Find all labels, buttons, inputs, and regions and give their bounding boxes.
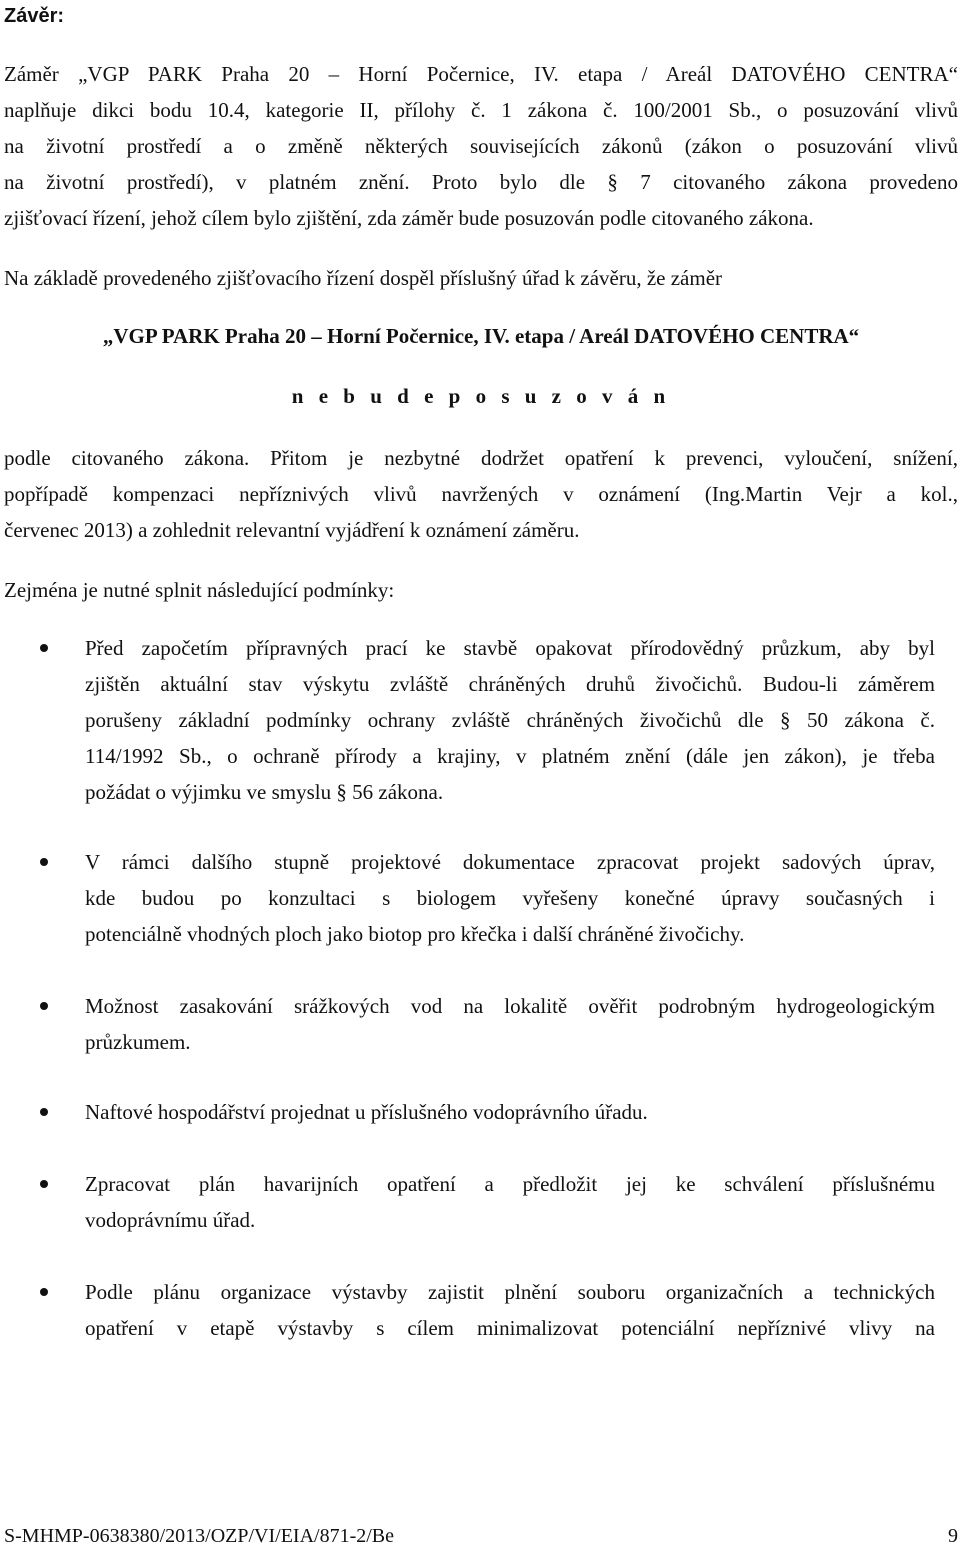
list-item-text bbox=[85, 1094, 935, 1130]
text-line: Podle plánu organizace výstavby zajistit plnění souboru organizačních a technických bbox=[85, 1280, 935, 1304]
text-line: zjištěn aktuální stav výskytu zvláště chráněných druhů živočichů. Budou-li záměrem bbox=[85, 672, 935, 696]
list-item-text bbox=[85, 1166, 935, 1238]
intro-paragraph bbox=[4, 56, 958, 236]
page-footer bbox=[4, 1524, 958, 1548]
text-line: průzkumem. bbox=[85, 1030, 191, 1054]
text-line: vodoprávnímu úřad. bbox=[85, 1208, 256, 1232]
document-page bbox=[4, 0, 960, 1551]
conclusion-lead bbox=[4, 260, 958, 296]
text-line: červenec 2013) a zohlednit relevantní vyjádření k oznámení záměru. bbox=[4, 518, 580, 542]
text-line: V rámci dalšího stupně projektové dokumentace zpracovat projekt sadových úprav, bbox=[85, 850, 935, 874]
text-line: podle citovaného zákona. Přitom je nezbytné dodržet opatření k prevenci, vyloučení, snížení, bbox=[4, 446, 958, 470]
project-title: „VGP PARK Praha 20 – Horní Počernice, IV. etapa / Areál DATOVÉHO CENTRA“ bbox=[102, 324, 860, 348]
text-line: opatření v etapě výstavby s cílem minimalizovat potenciální nepříznivé vlivy na bbox=[85, 1316, 935, 1340]
bullet-icon bbox=[40, 858, 48, 866]
text-line: porušeny základní podmínky ochrany zvláště chráněných živočichů dle § 50 zákona č. bbox=[85, 708, 935, 732]
text-line: zjišťovací řízení, jehož cílem bylo zjištění, zda záměr bude posuzován podle citovaného zákona. bbox=[4, 206, 814, 230]
bullet-icon bbox=[40, 1288, 48, 1296]
text-line: Možnost zasakování srážkových vod na lokalitě ověřit podrobným hydrogeologickým bbox=[85, 994, 935, 1018]
bullet-icon bbox=[40, 644, 48, 652]
document-reference: S-MHMP-0638380/2013/OZP/VI/EIA/871-2/Be bbox=[4, 1525, 394, 1547]
verdict: n e b u d e p o s u z o v á n bbox=[291, 384, 671, 408]
text-line: Záměr „VGP PARK Praha 20 – Horní Počernice, IV. etapa / Areál DATOVÉHO CENTRA“ bbox=[4, 62, 958, 86]
text-line: na životní prostředí a o změně některých souvisejících zákonů (zákon o posuzování vlivů bbox=[4, 134, 958, 158]
bullet-icon bbox=[40, 1108, 48, 1116]
page-number: 9 bbox=[948, 1525, 958, 1547]
text-line: požádat o výjimku ve smyslu § 56 zákona. bbox=[85, 780, 444, 804]
text-line: naplňuje dikci bodu 10.4, kategorie II, přílohy č. 1 zákona č. 100/2001 Sb., o posuzování vlivů bbox=[4, 98, 958, 122]
list-item-text bbox=[85, 844, 935, 952]
list-item-text bbox=[85, 630, 935, 810]
section-heading: Závěr: bbox=[4, 5, 65, 27]
text-line: Zejména je nutné splnit následující podmínky: bbox=[4, 578, 395, 602]
text-line: kde budou po konzultaci s biologem vyřešeny konečné úpravy současných i bbox=[85, 886, 935, 910]
text-line: popřípadě kompenzaci nepříznivých vlivů navržených v oznámení (Ing.Martin Vejr a kol., bbox=[4, 482, 958, 506]
text-line: Zpracovat plán havarijních opatření a předložit jej ke schválení příslušnému bbox=[85, 1172, 935, 1196]
text-line: Naftové hospodářství projednat u příslušného vodoprávního úřadu. bbox=[85, 1100, 648, 1124]
bullet-icon bbox=[40, 1180, 48, 1188]
text-line: potenciálně vhodných ploch jako biotop pro křečka i další chráněné živočichy. bbox=[85, 922, 745, 946]
text-line: 114/1992 Sb., o ochraně přírody a krajiny, v platném znění (dále jen zákon), je třeba bbox=[85, 744, 935, 768]
text-line: na životní prostředí), v platném znění. Proto bylo dle § 7 citovaného zákona provedeno bbox=[4, 170, 958, 194]
bullet-icon bbox=[40, 1002, 48, 1010]
conditions-lead bbox=[4, 572, 958, 608]
text-line: Před započetím přípravných prací ke stavbě opakovat přírodovědný průzkum, aby byl bbox=[85, 636, 935, 660]
list-item-text bbox=[85, 988, 935, 1060]
conclusion-body bbox=[4, 440, 958, 548]
text-line: Na základě provedeného zjišťovacího řízení dospěl příslušný úřad k závěru, že záměr bbox=[4, 266, 723, 290]
list-item-text bbox=[85, 1274, 935, 1346]
